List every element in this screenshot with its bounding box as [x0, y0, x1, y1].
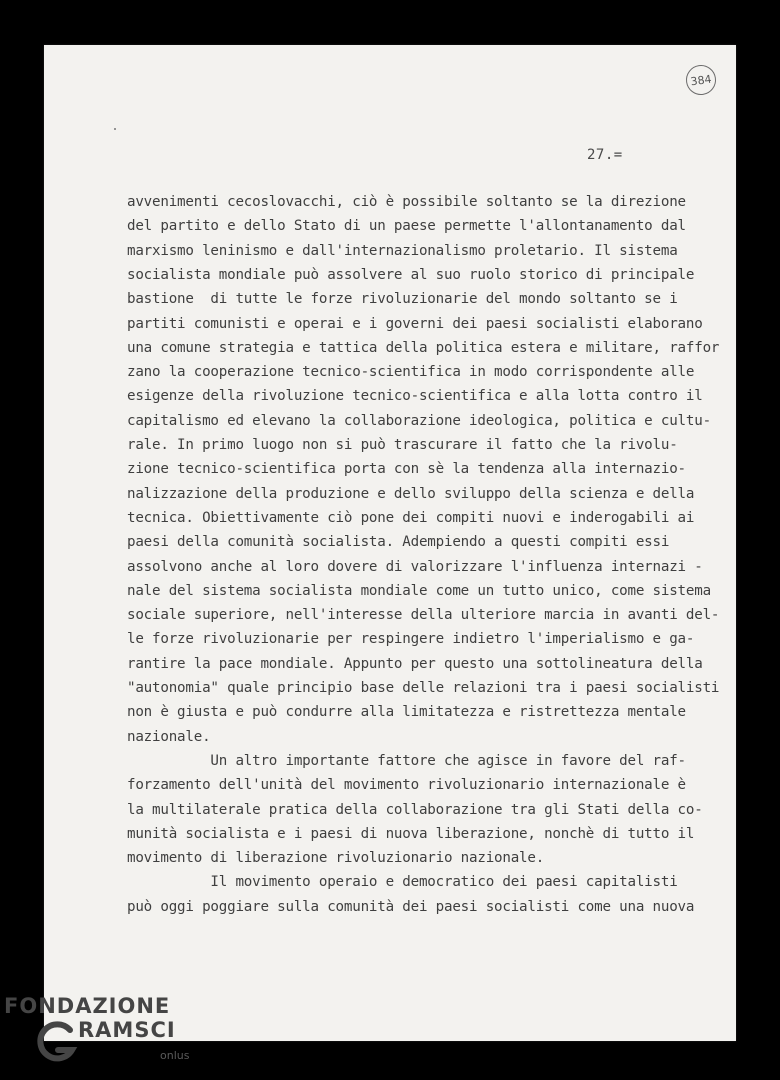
logo-text-gramsci: RAMSCI: [78, 1018, 176, 1042]
text-line: marxismo leninismo e dall'internazionalismo proletario. Il sistema: [127, 242, 678, 259]
archive-stamp: 384: [684, 63, 718, 97]
text-line: "autonomia" quale principio base delle relazioni tra i paesi socialisti: [127, 680, 720, 696]
text-line: Il movimento operaio e democratico dei paesi capitalisti: [127, 874, 678, 891]
text-line: Un altro importante fattore che agisce in favore del raf-: [127, 752, 686, 769]
gramsci-g-icon: [34, 1020, 78, 1064]
text-line: sociale superiore, nell'interesse della ulteriore marcia in avanti del-: [127, 607, 720, 624]
text-line: rantire la pace mondiale. Appunto per questo una sottolineatura della: [127, 655, 703, 672]
text-line: la multilaterale pratica della collaborazione tra gli Stati della co-: [127, 801, 703, 818]
text-line: nalizzazione della produzione e dello sviluppo della scienza e della: [127, 485, 695, 502]
text-line: socialista mondiale può assolvere al suo ruolo storico di principale: [127, 266, 695, 283]
text-line: assolvono anche al loro dovere di valorizzare l'influenza internazi -: [127, 558, 703, 575]
text-line: forzamento dell'unità del movimento rivoluzionario internazionale è: [127, 777, 686, 794]
text-line: tecnica. Obiettivamente ciò pone dei compiti nuovi e inderogabili ai: [127, 509, 695, 526]
text-line: le forze rivoluzionarie per respingere indietro l'imperialismo e ga-: [127, 631, 695, 648]
text-line: avvenimenti cecoslovacchi, ciò è possibile soltanto se la direzione: [127, 194, 686, 210]
text-line: paesi della comunità socialista. Adempiendo a questi compiti essi: [127, 534, 670, 551]
text-line: capitalismo ed elevano la collaborazione ideologica, politica e cultu-: [127, 412, 711, 429]
text-line: bastione di tutte le forze rivoluzionarie del mondo soltanto se i: [127, 291, 678, 308]
page-number: 27.=: [587, 147, 623, 163]
paper-speck: [114, 128, 116, 130]
text-line: del partito e dello Stato di un paese permette l'allontanamento dal: [127, 218, 686, 235]
text-line: nazionale.: [127, 728, 211, 745]
text-line: partiti comunisti e operai e i governi dei paesi socialisti elaborano: [127, 315, 703, 332]
text-line: può oggi poggiare sulla comunità dei paesi socialisti come una nuova: [127, 898, 695, 915]
text-line: una comune strategia e tattica della politica estera e militare, raffor: [127, 339, 720, 356]
fondazione-gramsci-logo: [0, 994, 200, 1074]
text-line: esigenze della rivoluzione tecnico-scientifica e alla lotta contro il: [127, 388, 703, 405]
text-line: nale del sistema socialista mondiale come un tutto unico, come sistema: [127, 582, 711, 599]
text-line: zione tecnico-scientifica porta con sè la tendenza alla internazio-: [127, 461, 686, 478]
text-line: rale. In primo luogo non si può trascurare il fatto che la rivolu-: [127, 437, 678, 453]
text-line: zano la cooperazione tecnico-scientifica in modo corrispondente alle: [127, 364, 695, 381]
text-line: movimento di liberazione rivoluzionario nazionale.: [127, 850, 545, 867]
document-page: [44, 45, 736, 1041]
text-line: munità socialista e i paesi di nuova liberazione, nonchè di tutto il: [127, 825, 695, 842]
text-line: non è giusta e può condurre alla limitatezza e ristrettezza mentale: [127, 704, 686, 721]
logo-text-fondazione: FONDAZIONE: [4, 994, 171, 1018]
logo-text-onlus: onlus: [160, 1049, 190, 1062]
